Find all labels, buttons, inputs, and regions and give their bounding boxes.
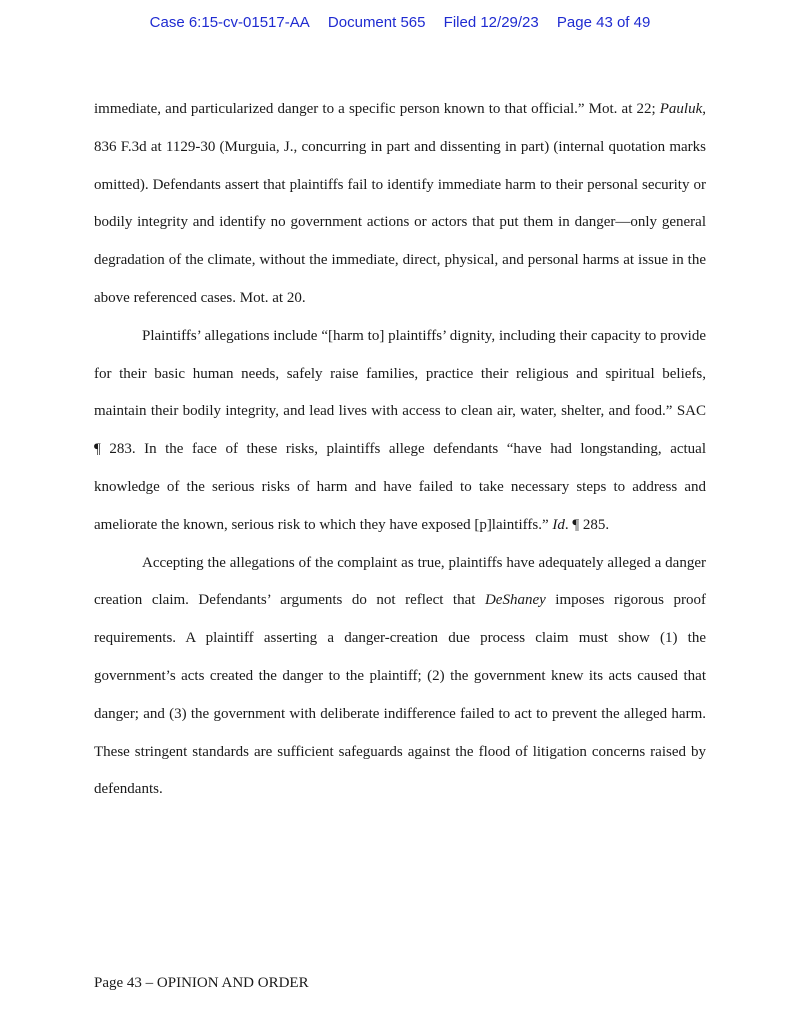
text-run: , 836 F.3d at 1129-30 (Murguia, J., concurring in part and dissenting in part) (internal quotation marks omitted). Defendants assert that plaintiffs fail to identify immediate harm to their personal security or bodily integrity and identify no government actions or actors that put them in danger—only general degradation of the climate, without the immediate, direct, physical, and personal harms at issue in the above referenced cases. Mot. at 20. <box>94 101 706 306</box>
paragraph <box>94 91 706 318</box>
page-indicator: Page 43 of 49 <box>556 14 651 31</box>
case-citation: Pauluk <box>659 101 703 117</box>
text-run: Accepting the allegations of the complaint as true, plaintiffs have adequately alleged a danger creation claim. Defendants’ arguments do not reflect that <box>94 554 706 609</box>
case-citation: Id <box>552 516 565 533</box>
case-header <box>0 14 800 31</box>
text-run: immediate, and particularized danger to a specific person known to that official.” Mot. at 22; <box>94 101 660 117</box>
page-footer: Page 43 – OPINION AND ORDER <box>94 975 309 991</box>
document-number: Document 565 <box>327 14 426 31</box>
paragraph <box>94 318 706 545</box>
opinion-body <box>94 91 706 809</box>
case-citation: DeShaney <box>484 592 546 609</box>
case-number: Case 6:15-cv-01517-AA <box>149 14 310 31</box>
text-run: . ¶ 285. <box>564 516 610 533</box>
text-run: imposes rigorous proof requirements. A plaintiff asserting a danger-creation due process claim must show (1) the government’s acts created the danger to the plaintiff; (2) the government knew its acts caused that danger; and (3) the government with deliberate indifference failed to act to prevent the alleged harm. These stringent standards are sufficient safeguards against the flood of litigation concerns raised by defendants. <box>94 592 706 798</box>
filed-date: Filed 12/29/23 <box>443 14 539 31</box>
text-run: Plaintiffs’ allegations include “[harm to] plaintiffs’ dignity, including their capacity to provide for their basic human needs, safely raise families, practice their religious and spiritual beliefs, maintain their bodily integrity, and lead lives with access to clean air, water, shelter, and food.” SAC ¶ 283. In the face of these risks, plaintiffs allege defendants “have had longstanding, actual knowledge of the serious risks of harm and have failed to take necessary steps to address and ameliorate the known, serious risk to which they have exposed [p]laintiffs.” <box>94 327 706 533</box>
paragraph <box>94 545 706 810</box>
